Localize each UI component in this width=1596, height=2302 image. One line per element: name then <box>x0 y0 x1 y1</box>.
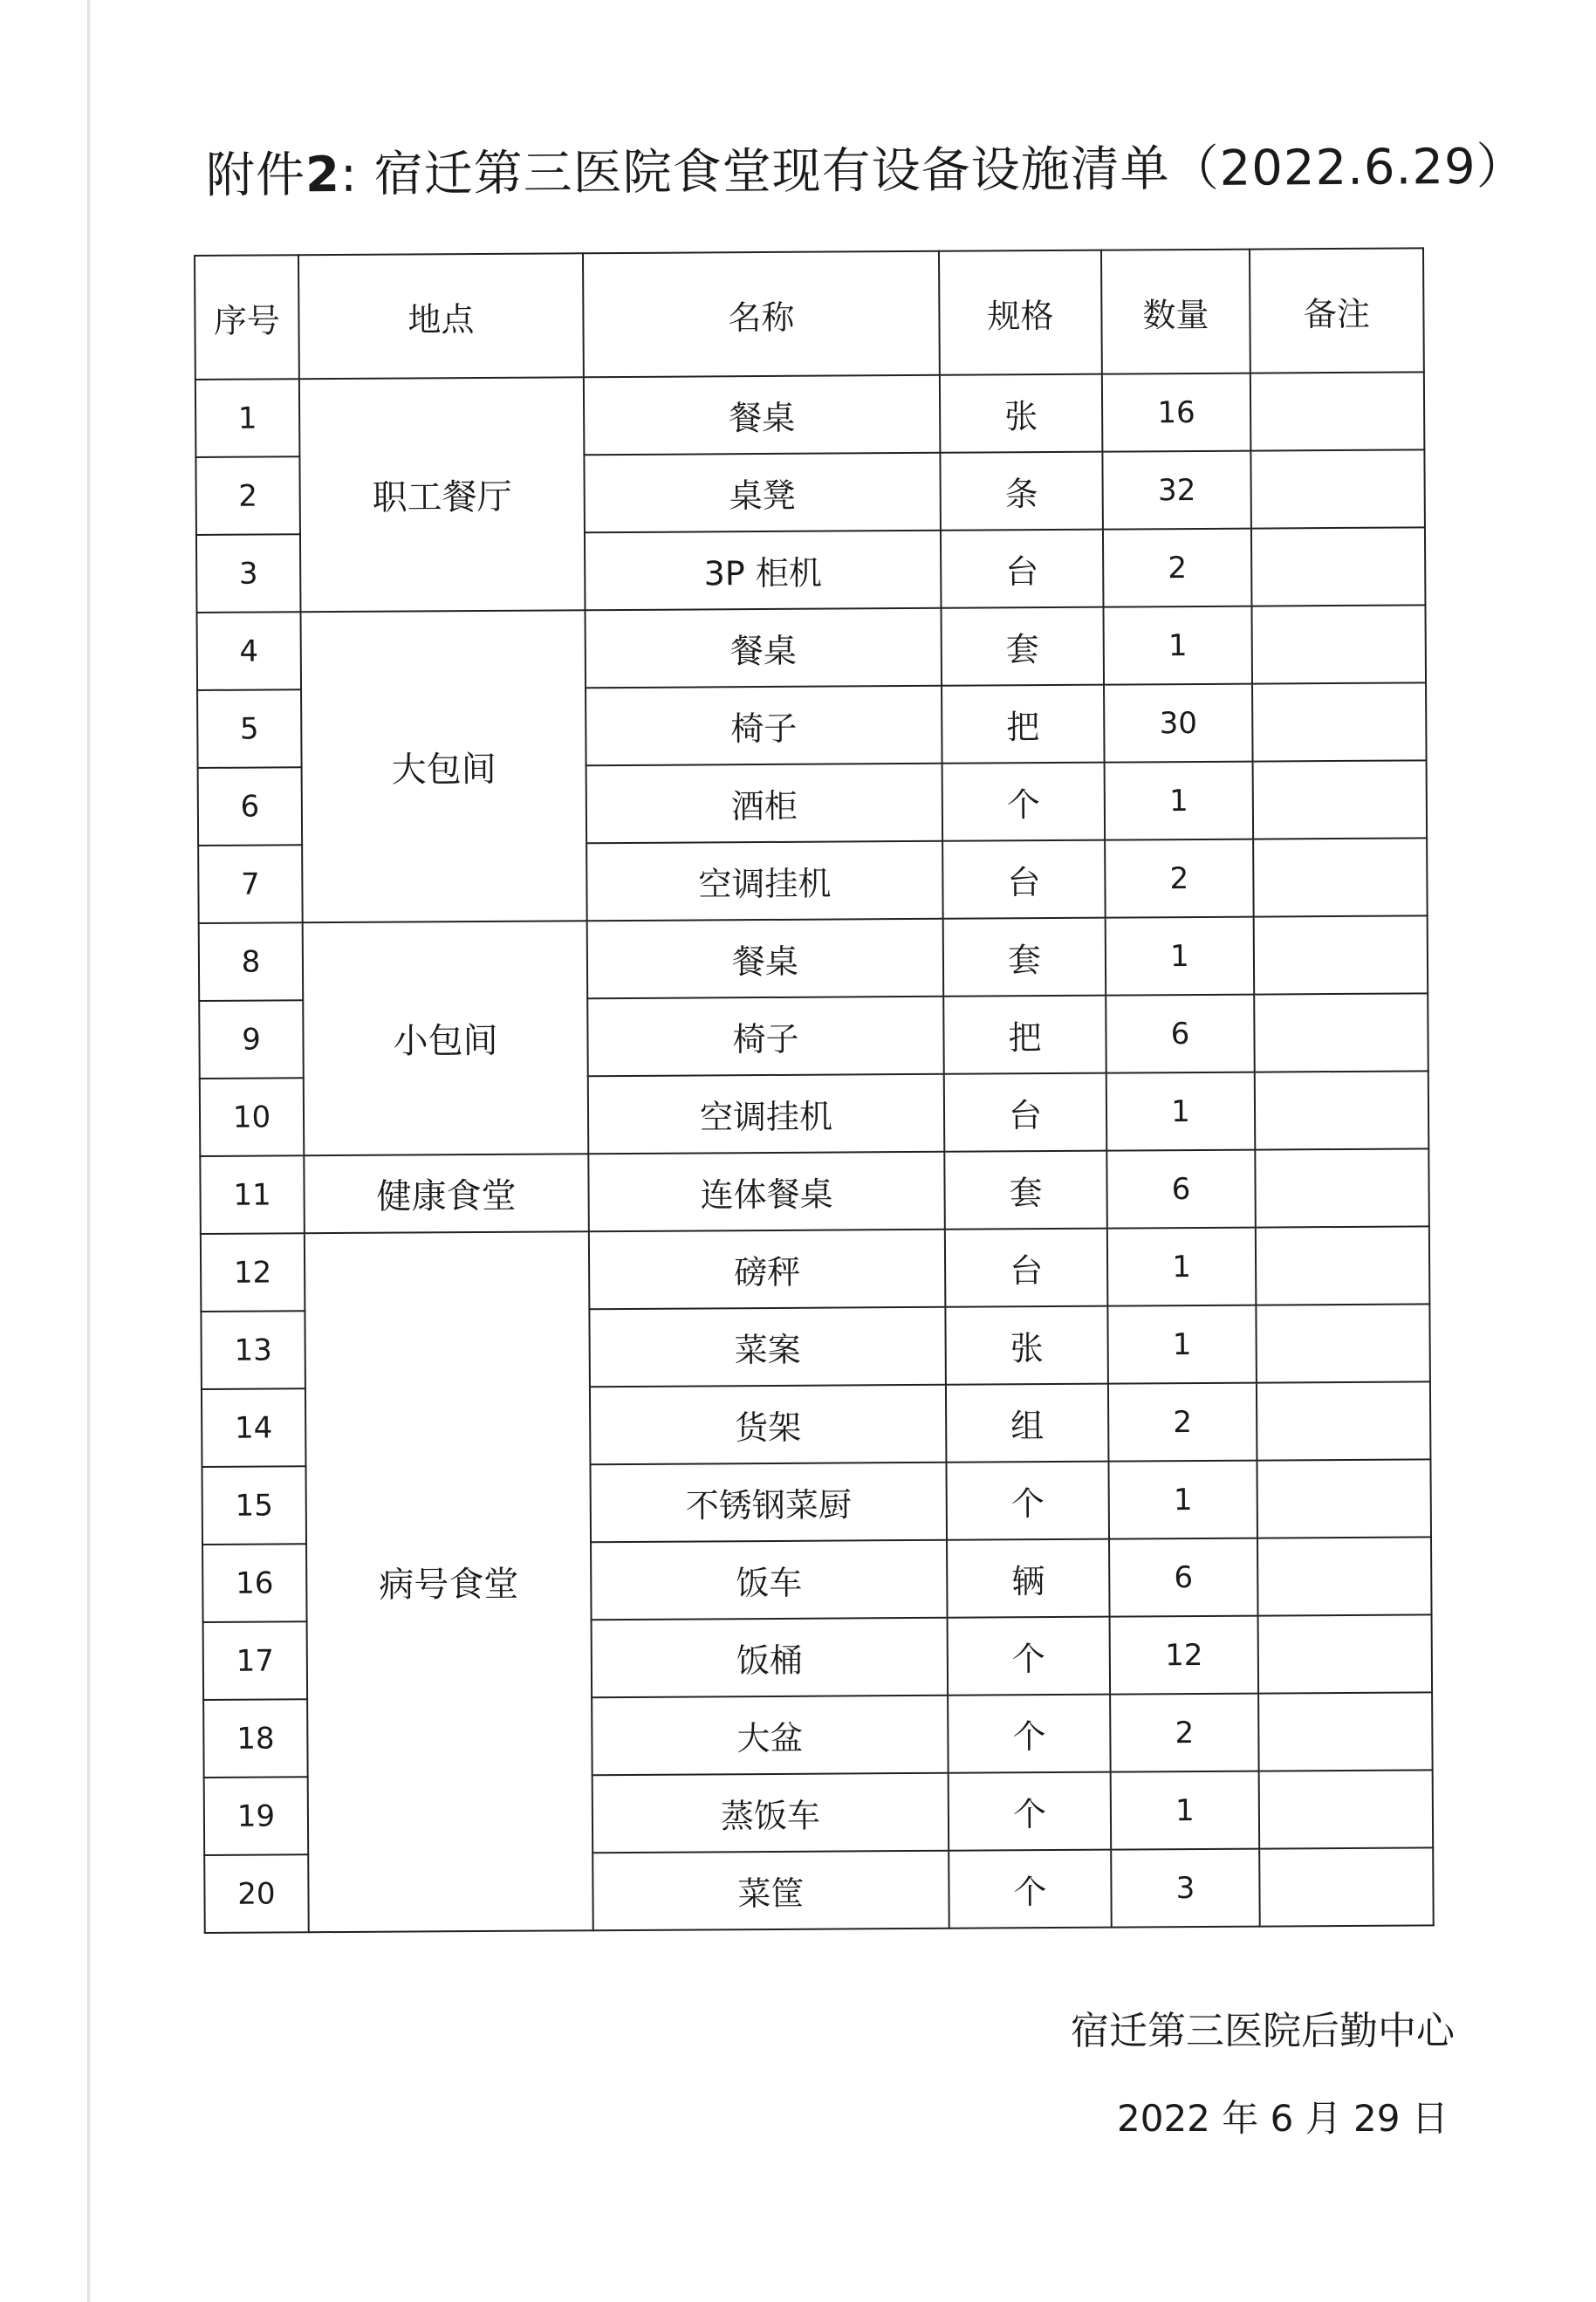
row-unit-cell: 个 <box>949 1772 1112 1851</box>
header-quantity: 数量 <box>1101 250 1250 374</box>
row-name-cell: 桌凳 <box>584 453 941 532</box>
row-index-cell: 18 <box>203 1699 308 1778</box>
row-index-cell: 11 <box>200 1155 305 1234</box>
row-index-cell: 1 <box>195 379 300 457</box>
row-location-cell: 小包间 <box>303 921 589 1155</box>
row-index-cell: 2 <box>195 456 300 535</box>
title-number: 2 <box>305 146 341 204</box>
row-quantity-cell: 1 <box>1106 917 1255 996</box>
row-unit-cell: 个 <box>942 763 1106 841</box>
table-header-row <box>195 248 1424 380</box>
table-row <box>195 372 1425 457</box>
row-quantity-cell: 16 <box>1102 373 1251 452</box>
row-unit-cell: 条 <box>940 452 1103 531</box>
table-row <box>197 605 1427 690</box>
row-name-cell: 3P 柜机 <box>585 531 942 610</box>
table-body <box>195 372 1434 1933</box>
row-quantity-cell: 1 <box>1107 1305 1257 1384</box>
row-index-cell: 20 <box>204 1854 309 1933</box>
row-name-cell: 连体餐桌 <box>588 1152 945 1231</box>
header-location: 地点 <box>298 253 584 379</box>
row-quantity-cell: 32 <box>1102 451 1251 530</box>
header-index: 序号 <box>195 255 299 380</box>
equipment-table <box>194 247 1435 1934</box>
row-remarks-cell <box>1250 372 1425 450</box>
row-index-cell: 7 <box>198 845 303 923</box>
row-quantity-cell: 2 <box>1105 839 1254 918</box>
row-index-cell: 5 <box>197 689 302 768</box>
row-unit-cell: 组 <box>946 1384 1109 1463</box>
row-remarks-cell <box>1255 1148 1429 1227</box>
row-name-cell: 椅子 <box>586 686 942 765</box>
row-name-cell: 饭车 <box>591 1540 948 1620</box>
row-quantity-cell: 2 <box>1108 1383 1257 1462</box>
row-remarks-cell <box>1259 1847 1434 1926</box>
row-index-cell: 16 <box>202 1544 307 1622</box>
row-remarks-cell <box>1258 1692 1433 1771</box>
equipment-table-wrapper <box>194 247 1435 1934</box>
row-index-cell: 8 <box>199 922 304 1001</box>
row-name-cell: 餐桌 <box>585 608 942 688</box>
row-location-cell: 健康食堂 <box>304 1154 589 1233</box>
row-location-cell: 大包间 <box>301 610 587 922</box>
row-remarks-cell <box>1254 915 1428 994</box>
row-location-cell: 病号食堂 <box>305 1231 593 1932</box>
row-index-cell: 19 <box>204 1777 309 1855</box>
row-quantity-cell: 6 <box>1109 1538 1258 1617</box>
row-remarks-cell <box>1251 527 1426 606</box>
row-unit-cell: 张 <box>940 374 1103 453</box>
row-name-cell: 饭桶 <box>592 1618 949 1697</box>
row-index-cell: 12 <box>201 1233 305 1312</box>
row-quantity-cell: 1 <box>1107 1228 1257 1306</box>
row-remarks-cell <box>1254 993 1428 1072</box>
row-name-cell: 椅子 <box>587 997 944 1076</box>
row-index-cell: 9 <box>199 1000 304 1079</box>
header-name: 名称 <box>583 251 940 377</box>
row-unit-cell: 台 <box>944 1073 1107 1152</box>
row-name-cell: 不锈钢菜厨 <box>590 1463 947 1542</box>
row-quantity-cell: 1 <box>1108 1461 1257 1539</box>
row-name-cell: 酒柜 <box>586 764 943 843</box>
row-remarks-cell <box>1257 1459 1431 1538</box>
title-prefix: 附件 <box>205 147 306 204</box>
row-unit-cell: 辆 <box>947 1539 1110 1618</box>
row-index-cell: 13 <box>201 1311 305 1389</box>
row-remarks-cell <box>1252 682 1427 761</box>
row-index-cell: 17 <box>203 1621 308 1700</box>
row-name-cell: 餐桌 <box>584 375 941 455</box>
row-index-cell: 3 <box>196 534 301 613</box>
row-index-cell: 4 <box>197 612 302 690</box>
row-unit-cell: 张 <box>945 1306 1108 1385</box>
row-name-cell: 餐桌 <box>587 919 944 998</box>
row-name-cell: 蒸饭车 <box>593 1773 949 1853</box>
header-unit: 规格 <box>939 250 1102 375</box>
row-remarks-cell <box>1253 838 1428 916</box>
title-text: : 宿迁第三医院食堂现有设备设施清单（2022.6.29） <box>339 138 1526 203</box>
row-unit-cell: 个 <box>948 1617 1111 1696</box>
row-quantity-cell: 1 <box>1106 1072 1256 1151</box>
row-quantity-cell: 1 <box>1105 762 1254 840</box>
row-unit-cell: 套 <box>944 1151 1107 1230</box>
row-name-cell: 空调挂机 <box>588 1074 945 1154</box>
row-name-cell: 菜筐 <box>593 1851 949 1930</box>
row-unit-cell: 台 <box>942 840 1106 919</box>
row-quantity-cell: 2 <box>1103 529 1252 607</box>
row-remarks-cell <box>1257 1381 1431 1460</box>
row-remarks-cell <box>1250 449 1425 528</box>
row-unit-cell: 把 <box>943 996 1106 1074</box>
row-quantity-cell: 30 <box>1104 684 1253 763</box>
row-unit-cell: 套 <box>941 607 1104 686</box>
footer-organization: 宿迁第三医院后勤中心 <box>1071 2009 1455 2053</box>
row-index-cell: 15 <box>202 1466 306 1545</box>
header-remarks: 备注 <box>1250 248 1424 373</box>
row-remarks-cell <box>1255 1071 1429 1149</box>
row-remarks-cell <box>1257 1537 1432 1615</box>
row-name-cell: 菜案 <box>589 1307 946 1387</box>
row-quantity-cell: 2 <box>1110 1694 1259 1772</box>
row-index-cell: 14 <box>202 1388 306 1467</box>
row-remarks-cell <box>1256 1226 1430 1305</box>
row-unit-cell: 套 <box>943 918 1106 997</box>
row-name-cell: 货架 <box>590 1385 947 1464</box>
row-unit-cell: 个 <box>949 1850 1112 1929</box>
row-quantity-cell: 6 <box>1106 995 1255 1073</box>
row-unit-cell: 把 <box>942 685 1105 764</box>
row-quantity-cell: 3 <box>1111 1849 1260 1928</box>
row-quantity-cell: 1 <box>1111 1771 1260 1850</box>
page-left-edge <box>87 0 91 2302</box>
row-name-cell: 磅秤 <box>589 1230 946 1309</box>
row-remarks-cell <box>1256 1304 1430 1382</box>
document-title <box>205 133 1526 211</box>
table-row <box>199 915 1428 1001</box>
footer-date: 2022 年 6 月 29 日 <box>1117 2097 1449 2140</box>
row-name-cell: 大盆 <box>592 1696 949 1775</box>
row-remarks-cell <box>1253 760 1428 839</box>
row-unit-cell: 台 <box>945 1229 1108 1307</box>
table-row <box>201 1226 1430 1312</box>
row-remarks-cell <box>1258 1614 1433 1693</box>
row-remarks-cell <box>1259 1770 1434 1848</box>
table-row <box>200 1148 1429 1234</box>
row-unit-cell: 台 <box>941 530 1104 608</box>
row-location-cell: 职工餐厅 <box>299 377 586 612</box>
row-index-cell: 10 <box>200 1078 305 1156</box>
row-unit-cell: 个 <box>948 1695 1111 1773</box>
row-index-cell: 6 <box>198 767 303 846</box>
row-remarks-cell <box>1251 605 1426 683</box>
row-quantity-cell: 6 <box>1106 1150 1256 1229</box>
row-unit-cell: 个 <box>946 1462 1109 1540</box>
row-quantity-cell: 12 <box>1110 1616 1259 1695</box>
row-quantity-cell: 1 <box>1103 606 1252 685</box>
row-name-cell: 空调挂机 <box>586 841 943 921</box>
